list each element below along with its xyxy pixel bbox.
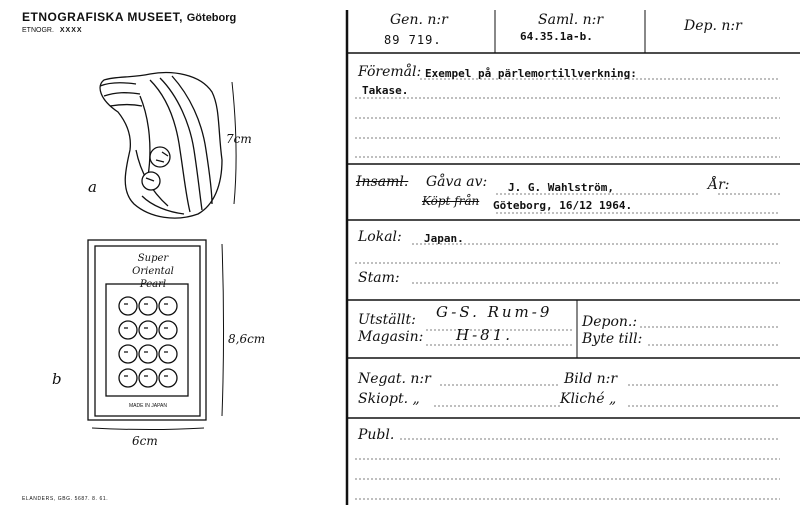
gen-nr-label: Gen. n:r (390, 12, 448, 28)
lokal-label: Lokal: (358, 229, 402, 245)
saml-nr-label: Saml. n:r (538, 12, 604, 28)
ar-label: År: (708, 177, 730, 193)
gava-av-value: J. G. Wahlström, (508, 181, 614, 194)
bild-nr-label: Bild n:r (564, 371, 618, 387)
museum-city: Göteborg (186, 12, 237, 24)
magasin-label: Magasin: (358, 329, 424, 345)
insaml-label: Insaml. (356, 174, 409, 190)
museum-name-text: ETNOGRAFISKA MUSEET, (22, 10, 183, 24)
utstallt-value: G-S. Rum-9 (436, 303, 553, 321)
foremal-label: Föremål: (358, 64, 422, 80)
skiopt-label: Skiopt. „ (358, 391, 420, 407)
kopt-fran-value: Göteborg, 16/12 1964. (493, 199, 633, 212)
stam-label: Stam: (358, 270, 400, 286)
printer-imprint: ELANDERS, GBG. 5687. 8. 61. (22, 496, 109, 502)
card-title-line1: Super (137, 253, 169, 264)
dimension-a-height: 7cm (226, 132, 252, 146)
label-a: a (88, 178, 97, 196)
foremal-value-line1: Exempel på pärlemortillverkning: (425, 67, 637, 80)
dimension-b-width: 6cm (132, 434, 158, 448)
utstallt-label: Utställt: (358, 312, 416, 328)
magasin-value: H-81. (456, 326, 514, 344)
negat-nr-label: Negat. n:r (358, 371, 431, 387)
etnogr-struck-value: XXXX (59, 27, 83, 34)
dimension-b-height: 8,6cm (228, 332, 266, 346)
card-title-line2: Oriental Pearl (132, 266, 174, 290)
foremal-value-line2: Takase. (362, 84, 409, 97)
byte-till-label: Byte till: (582, 331, 643, 347)
depon-label: Depon.: (582, 314, 638, 330)
kopt-fran-label: Köpt från (422, 194, 480, 208)
label-b: b (52, 370, 62, 388)
dep-nr-label: Dep. n:r (684, 18, 742, 34)
publ-label: Publ. (358, 427, 395, 443)
card-made-in: MADE IN JAPAN (129, 403, 167, 409)
lokal-value: Japan. (424, 232, 464, 245)
kliche-label: Kliché „ (560, 391, 617, 407)
etnogr-label: ETNOGR. (22, 27, 54, 34)
gen-nr-value: 89 719. (384, 33, 442, 47)
gava-av-label: Gåva av: (426, 174, 488, 190)
saml-nr-value: 64.35.1a-b. (520, 30, 593, 43)
